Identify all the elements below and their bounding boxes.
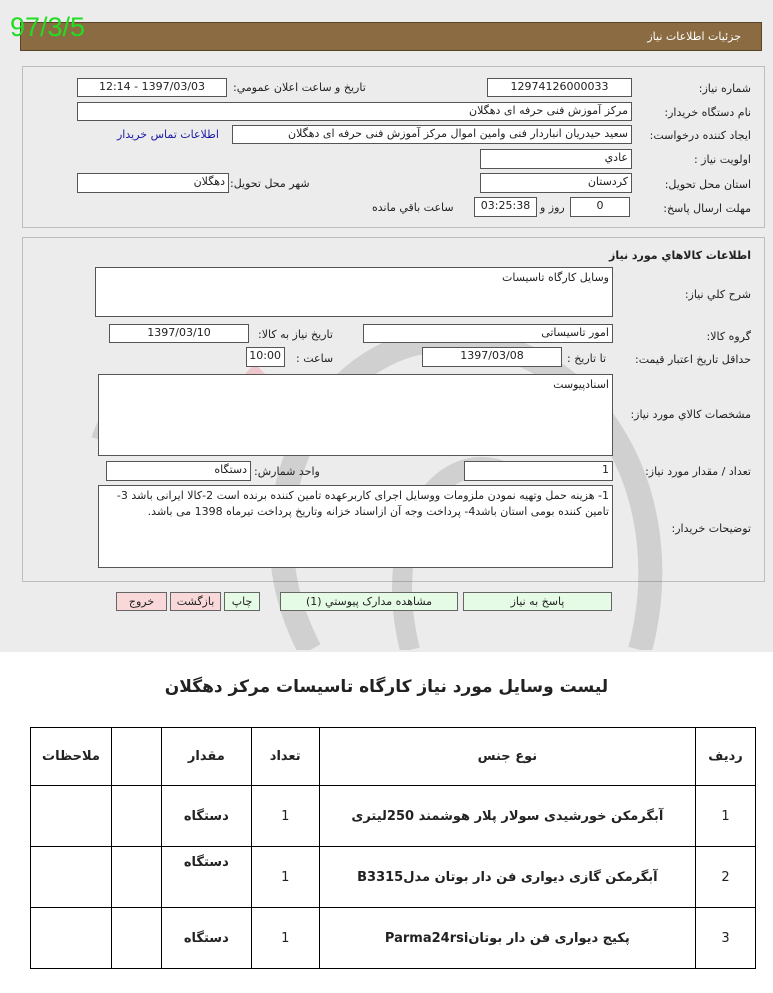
item-amount: دستگاه	[161, 786, 251, 847]
days-field[interactable]: 0	[570, 197, 630, 217]
announce-field[interactable]: 1397/03/03 - 12:14	[77, 78, 227, 97]
buyer-notes-textarea[interactable]: 1- هزینه حمل وتهیه نمودن ملزومات ووسایل اجرای کاربرعهده تامین کننده برنده است 2-کالا ایرانی باشد 3-تامین کننده بومی استان باشد4- پرداخت وجه آن ازاسناد خزانه وتاریخ پرداخت تیرماه 1398 می باشد.	[98, 485, 613, 568]
buyer-field[interactable]: مرکز آموزش فنی حرفه ای دهگلان	[77, 102, 632, 121]
buyer-contact-link[interactable]: اطلاعات تماس خريدار	[117, 128, 219, 141]
item-name: پکیج دیواری فن دار بوتانParma24rsi	[319, 908, 695, 969]
time-remaining-label: ساعت باقي مانده	[372, 201, 454, 214]
row-number: 2	[696, 847, 756, 908]
item-name: آبگرمکن خورشیدی سولار پلار هوشمند 250لیتری	[319, 786, 695, 847]
item-amount: دستگاه	[161, 847, 251, 908]
summary-textarea[interactable]: وسایل کارگاه تاسیسات	[95, 267, 613, 317]
unit-label: واحد شمارش:	[254, 465, 320, 478]
days-label: روز و	[540, 201, 565, 214]
group-label: گروه کالا:	[706, 330, 751, 343]
print-button[interactable]: چاپ	[224, 592, 260, 611]
province-field[interactable]: کردستان	[480, 173, 632, 193]
view-attachments-button[interactable]: مشاهده مدارک پيوستي (1)	[280, 592, 458, 611]
creator-field[interactable]: سعيد حيدريان انباردار فنی وامین اموال مرکز آموزش فنی حرفه ای دهگلان	[232, 125, 632, 144]
need-number-label: شماره نياز:	[698, 82, 751, 95]
reply-button[interactable]: پاسخ به نياز	[463, 592, 612, 611]
notes-cell	[31, 847, 112, 908]
header-row-number: ردیف	[696, 728, 756, 786]
row-number: 3	[696, 908, 756, 969]
announce-label: تاريخ و ساعت اعلان عمومي:	[233, 81, 366, 94]
notes-cell	[31, 786, 112, 847]
blank-cell	[112, 786, 162, 847]
item-name: آبگرمکن گازی دیواری فن دار بوتان مدلB3315	[319, 847, 695, 908]
header-title: جزئيات اطلاعات نياز	[647, 30, 741, 43]
notes-cell	[31, 908, 112, 969]
goods-section-title: اطلاعات کالاهاي مورد نياز	[609, 249, 751, 262]
to-date-label: تا تاريخ :	[567, 352, 606, 365]
header-count: تعداد	[251, 728, 319, 786]
need-date-field[interactable]: 1397/03/10	[109, 324, 249, 343]
city-label: شهر محل تحويل:	[230, 177, 310, 190]
back-button[interactable]: بازگشت	[170, 592, 221, 611]
header-amount: مقدار	[161, 728, 251, 786]
hour-label: ساعت :	[296, 352, 334, 365]
price-validity-label: حداقل تاريخ اعتبار قيمت:	[635, 353, 751, 366]
need-number-field[interactable]: 12974126000033	[487, 78, 632, 97]
hour-field[interactable]: 10:00	[246, 347, 285, 367]
need-date-label: تاريخ نياز به کالا:	[258, 328, 333, 341]
creator-label: ايجاد کننده درخواست:	[649, 129, 751, 142]
header-item-name: نوع جنس	[319, 728, 695, 786]
group-field[interactable]: امور تاسیساتی	[363, 324, 613, 343]
specs-label: مشخصات کالاي مورد نياز:	[630, 408, 751, 421]
blank-cell	[112, 847, 162, 908]
time-field[interactable]: 03:25:38	[474, 197, 537, 217]
buyer-notes-label: توضيحات خريدار:	[671, 522, 751, 535]
item-count: 1	[251, 847, 319, 908]
table-row	[31, 786, 756, 847]
blank-cell	[112, 908, 162, 969]
table-row	[31, 847, 756, 908]
summary-label: شرح کلي نياز:	[684, 288, 751, 301]
item-count: 1	[251, 786, 319, 847]
deadline-label: مهلت ارسال پاسخ:	[663, 202, 751, 215]
unit-field[interactable]: دستگاه	[106, 461, 251, 481]
specs-textarea[interactable]: اسنادپیوست	[98, 374, 613, 456]
header-bar	[20, 22, 762, 51]
priority-label: اولويت نياز :	[693, 153, 751, 166]
buyer-label: نام دستگاه خريدار:	[664, 106, 751, 119]
row-number: 1	[696, 786, 756, 847]
city-field[interactable]: دهگلان	[77, 173, 229, 193]
table-header-row	[31, 728, 756, 786]
date-stamp: 97/3/5	[10, 12, 86, 42]
header-notes: ملاحظات	[31, 728, 112, 786]
item-amount: دستگاه	[161, 908, 251, 969]
list-title: لیست وسایل مورد نیاز کارگاه تاسیسات مرکز دهگلان	[164, 677, 609, 697]
items-table	[30, 727, 756, 969]
item-count: 1	[251, 908, 319, 969]
exit-button[interactable]: خروج	[116, 592, 167, 611]
province-label: استان محل تحويل:	[664, 178, 751, 191]
quantity-field[interactable]: 1	[464, 461, 613, 481]
header-blank	[112, 728, 162, 786]
quantity-label: تعداد / مقدار مورد نياز:	[645, 465, 751, 478]
priority-field[interactable]: عادي	[480, 149, 632, 169]
table-row	[31, 908, 756, 969]
to-date-field[interactable]: 1397/03/08	[422, 347, 562, 367]
